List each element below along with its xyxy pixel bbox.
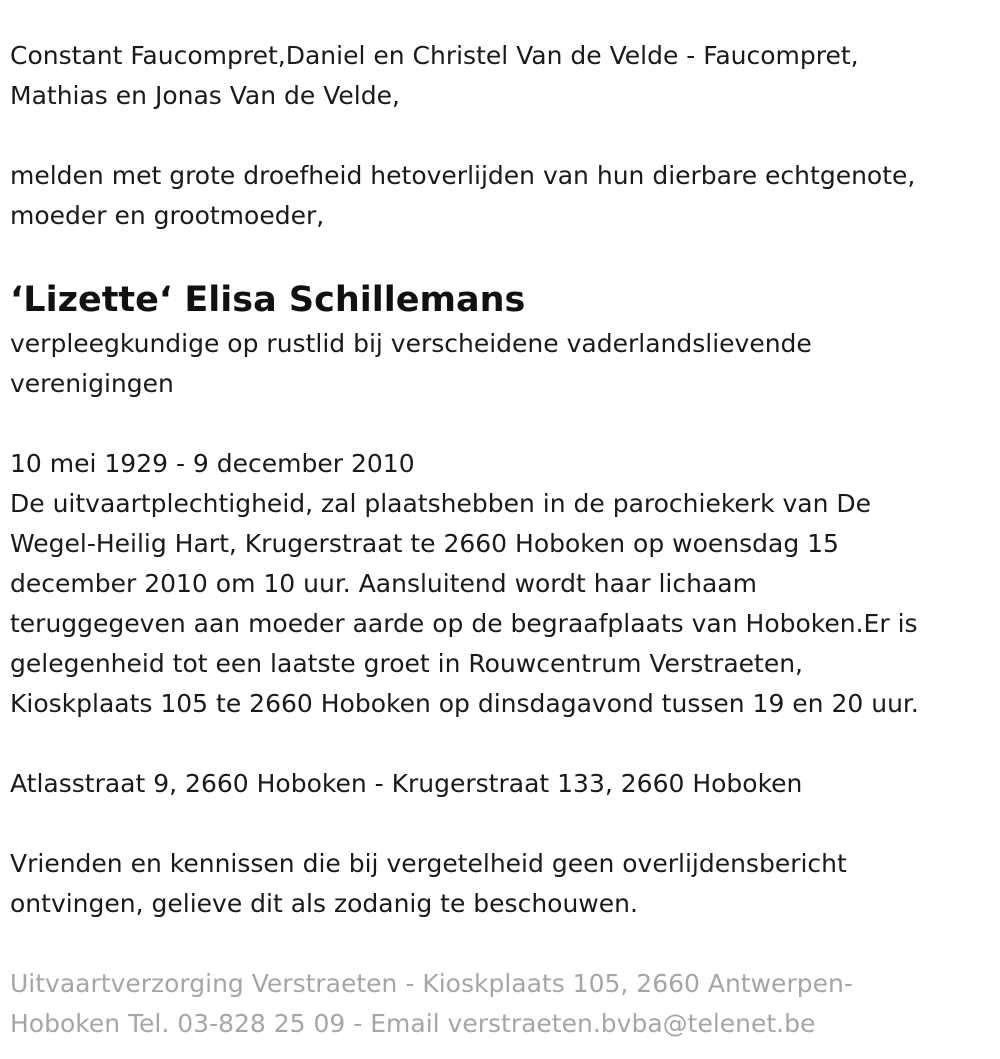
addresses: Atlasstraat 9, 2660 Hoboken - Krugerstraat 133, 2660 Hoboken (10, 769, 803, 798)
occupation-text: verpleegkundige op rustlid bij verscheidene vaderlandslievende verenigingen (10, 329, 812, 398)
intro-text: melden met grote droefheid hetoverlijden van hun dierbare echtgenote, moeder en grootmoeder, (10, 161, 916, 230)
closing-note: Vrienden en kennissen die bij vergetelheid geen overlijdensbericht ontvingen, gelieve dit als zodanig te beschouwen. (10, 849, 847, 918)
deceased-name: ‘Lizette‘ Elisa Schillemans (10, 280, 526, 320)
family-names: Constant Faucompret,Daniel en Christel Van de Velde - Faucompret, Mathias en Jonas Van de Velde, (10, 41, 859, 110)
funeral-home-contact: Uitvaartverzorging Verstraeten - Kioskplaats 105, 2660 Antwerpen- Hoboken Tel. 03-828 25 09 - Email verstraeten.bvba@telenet.be (10, 969, 853, 1038)
ceremony-details: De uitvaartplechtigheid, zal plaatshebben in de parochiekerk van De Wegel-Heilig Hart, Krugerstraat te 2660 Hoboken op woensdag 15 december 2010 om 10 uur. Aansluitend wordt haar lichaam teruggegeven aan moeder aarde op de begraafplaats van Hoboken.Er is gelegenheid tot een laatste groet in Rouwcentrum Verstraeten, Kioskplaats 105 te 2660 Hoboken op dinsdagavond tussen 19 en 20 uur. (10, 489, 919, 718)
life-dates: 10 mei 1929 - 9 december 2010 (10, 449, 415, 478)
